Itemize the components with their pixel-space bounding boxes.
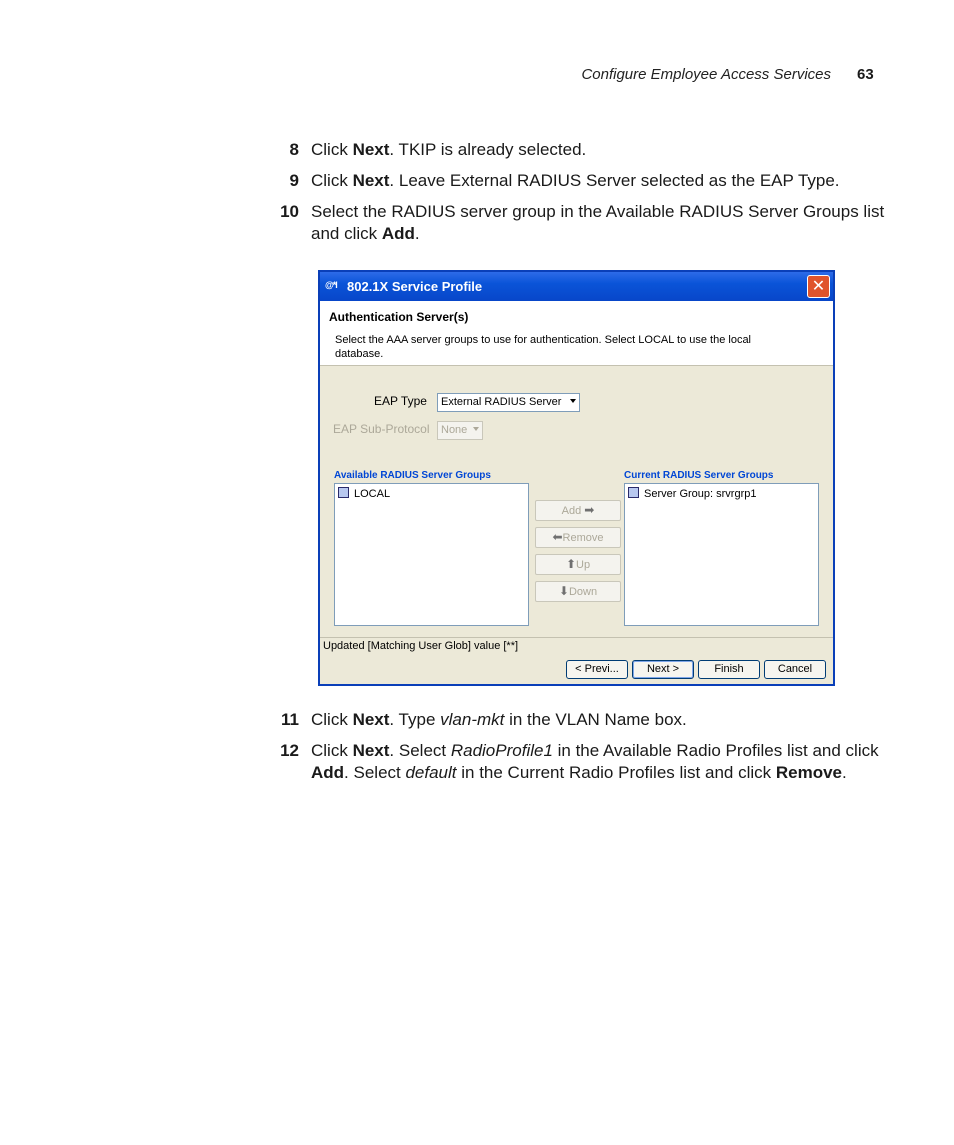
server-group-icon <box>338 487 349 498</box>
eap-sub-protocol-value: None <box>441 424 468 436</box>
step-emphasis: Next <box>352 140 390 159</box>
close-button[interactable]: ✕ <box>807 275 830 298</box>
step-italic: vlan-mkt <box>440 710 505 729</box>
current-groups-list[interactable] <box>624 483 819 626</box>
move-button-label: Remove <box>562 532 604 544</box>
add-button[interactable] <box>535 500 621 521</box>
eap-type-label: EAP Type <box>374 394 427 408</box>
step-fragment: Click <box>311 171 353 190</box>
step-fragment: . <box>414 224 420 243</box>
arrow-left-icon: ⬅ <box>552 530 563 544</box>
running-header <box>0 66 954 88</box>
step-emphasis: Remove <box>775 763 843 782</box>
remove-button[interactable] <box>535 527 621 548</box>
step-fragment: . Leave External RADIUS Server selected as the EAP Type. <box>389 171 840 190</box>
eap-type-select[interactable] <box>437 393 580 412</box>
eap-type-value: External RADIUS Server <box>441 396 562 408</box>
service-profile-dialog <box>318 270 835 686</box>
step-fragment: . <box>842 763 847 782</box>
section-title: Authentication Server(s) <box>329 310 469 324</box>
step-emphasis: Next <box>352 710 390 729</box>
eap-sub-protocol-label: EAP Sub-Protocol <box>333 422 430 436</box>
section-description: Select the AAA server groups to use for authentication. Select LOCAL to use the local database. <box>335 334 752 360</box>
step-fragment: Click <box>311 710 353 729</box>
arrow-right-icon: ➡ <box>584 503 595 517</box>
list-item[interactable] <box>628 487 756 500</box>
next-button[interactable]: Next > <box>632 660 694 679</box>
move-button-label: Add <box>561 505 582 517</box>
available-groups-label: Available RADIUS Server Groups <box>334 470 491 481</box>
arrow-up-icon: ⬆ <box>565 557 576 571</box>
server-group-icon <box>628 487 639 498</box>
step-emphasis: Add <box>381 224 415 243</box>
wizard-header-panel <box>320 301 833 366</box>
step-fragment: . TKIP is already selected. <box>389 140 587 159</box>
dialog-title: 802.1X Service Profile <box>347 279 483 294</box>
move-button-label: Up <box>576 559 591 571</box>
step-number: 8 <box>289 140 299 159</box>
step-number: 10 <box>280 202 299 221</box>
finish-button[interactable]: Finish <box>698 660 760 679</box>
app-icon: @*l <box>325 280 337 290</box>
step-emphasis: Next <box>352 741 390 760</box>
step-number: 12 <box>280 741 299 760</box>
step-text <box>311 201 901 245</box>
page-number: 63 <box>857 66 874 83</box>
step-fragment: in the VLAN Name box. <box>504 710 687 729</box>
eap-sub-protocol-select[interactable] <box>437 421 483 440</box>
step-fragment: . Select <box>389 741 451 760</box>
step-italic: default <box>405 763 457 782</box>
cancel-button[interactable]: Cancel <box>764 660 826 679</box>
dialog-titlebar <box>320 272 833 301</box>
step-emphasis: Next <box>352 171 390 190</box>
up-button[interactable] <box>535 554 621 575</box>
step-text <box>311 170 901 192</box>
list-item[interactable] <box>338 487 390 500</box>
available-groups-list[interactable] <box>334 483 529 626</box>
step-fragment: . Select <box>344 763 406 782</box>
chevron-down-icon <box>570 399 576 403</box>
step-italic: RadioProfile1 <box>450 741 553 760</box>
step-fragment: Select the RADIUS server group in the Available RADIUS Server Groups list and click <box>311 202 885 243</box>
previous-button[interactable]: < Previ... <box>566 660 628 679</box>
step-number: 11 <box>281 710 299 729</box>
arrow-down-icon: ⬇ <box>558 584 569 598</box>
step-fragment: Click <box>311 140 353 159</box>
step-text <box>311 139 901 161</box>
chevron-down-icon <box>473 427 479 431</box>
down-button[interactable] <box>535 581 621 602</box>
move-button-label: Down <box>568 586 598 598</box>
step-fragment: Click <box>311 741 353 760</box>
list-item-label: Server Group: srvrgrp1 <box>644 488 757 500</box>
step-fragment: in the Current Radio Profiles list and click <box>456 763 776 782</box>
step-text <box>311 740 901 784</box>
step-text <box>311 709 901 731</box>
running-header-title: Configure Employee Access Services <box>581 66 831 83</box>
step-emphasis: Add <box>311 763 345 782</box>
list-item-label: LOCAL <box>354 488 391 500</box>
step-fragment: . Type <box>389 710 441 729</box>
status-bar: Updated [Matching User Glob] value [**] <box>320 637 833 655</box>
step-fragment: in the Available Radio Profiles list and click <box>552 741 879 760</box>
step-number: 9 <box>289 171 299 190</box>
current-groups-label: Current RADIUS Server Groups <box>624 470 774 481</box>
